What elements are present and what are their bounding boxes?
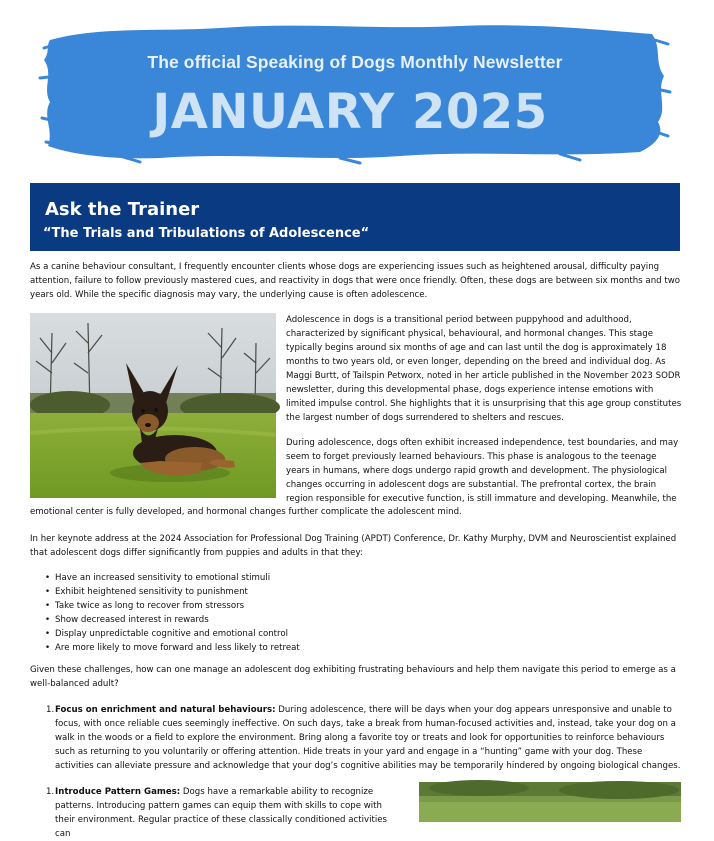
keynote-paragraph: In her keynote address at the 2024 Association for Professional Dog Training (APDT) Conference, Dr. Kathy Murphy, DVM and Neuroscientist explained that adolescent dogs differ significantly from puppies and adults in that they:	[30, 534, 677, 558]
banner-title: JANUARY 2025	[152, 84, 548, 140]
list-item: • Show decreased interest in rewards	[55, 613, 300, 627]
banner-subtitle: The official Speaking of Dogs Monthly Newsletter	[147, 52, 563, 72]
section-title: Ask the Trainer	[45, 199, 200, 220]
list-item: • Are more likely to move forward and less likely to retreat	[55, 641, 300, 655]
list-item-heading: Focus on enrichment and natural behaviours:	[55, 705, 276, 715]
list-number: 1.	[46, 705, 55, 715]
adolescent-traits-list	[55, 571, 300, 655]
adolescence-paragraph: Adolescence in dogs is a transitional period between puppyhood and adulthood, characterized by significant physical, behavioural, and hormonal changes. This stage typically begins around six months of age and can last until the dog is approximately 18 months to two years old, or even longer, depending on the breed and individual dog. As Maggi Burtt, of Tailspin Petworx, noted in her article published in the November 2023 SODR newsletter, during this developmental phase, dogs experience intense emotions with limited impulse control. She highlights that it is unsurprising that this age group constitutes the largest number of dogs surrendered to shelters and rescues.	[286, 315, 682, 423]
intro-paragraph: As a canine behaviour consultant, I frequently encounter clients whose dogs are experiencing issues such as heightened arousal, difficulty paying attention, failure to follow previously mastered cues, and reactivity in dogs that were once friendly. Often, these dogs are between six months and two years old. While the specific diagnosis may vary, the underlying cause is often adolescence.	[30, 262, 680, 300]
list-item: • Have an increased sensitivity to emotional stimuli	[55, 571, 300, 585]
list-item: • Display unpredictable cognitive and emotional control	[55, 627, 300, 641]
question-paragraph: Given these challenges, how can one manage an adolescent dog exhibiting frustrating behaviours and help them navigate this period to emerge as a well-balanced adult?	[30, 665, 676, 689]
list-item: • Take twice as long to recover from stressors	[55, 599, 300, 613]
list-item-heading: Introduce Pattern Games:	[55, 787, 181, 797]
yard-photo	[419, 782, 681, 822]
list-item-body: During adolescence, there will be days when your dog appears unresponsive and unable to focus, with once reliable cues seemingly ineffective. On such days, take a break from human-focused activities and, instead, take your dog on a walk in the woods or a field to explore the environment. Bring along a favorite toy or treats and look for opportunities to reinforce behaviours such as returning to you voluntarily or offering attention. Hide treats in your yard and engage in a “hunting” game with your dog. These activities can alleviate pressure and acknowledge that your dog’s cognitive abilities may be temporarily hindered by ongoing biological changes.	[55, 705, 681, 771]
list-item: • Exhibit heightened sensitivity to punishment	[55, 585, 300, 599]
section-subtitle: “The Trials and Tribulations of Adolescence“	[43, 226, 370, 241]
newsletter-banner	[40, 18, 670, 164]
independence-paragraph: During adolescence, dogs often exhibit increased independence, test boundaries, and may seem to forget previously learned behaviours. This phase is analogous to the teenage years in humans, where dogs undergo rapid growth and development. The physiological changes occurring in adolescent dogs are substantial. The prefrontal cortex, the brain region responsible for executive function, is still immature and developing. Meanwhile, the	[286, 438, 679, 504]
list-item-text	[55, 703, 681, 773]
puppy-photo	[30, 313, 276, 498]
ask-the-trainer-header	[30, 183, 680, 251]
list-item-body: Dogs have a remarkable ability to recognize patterns. Introducing pattern games can equip them with skills to cope with their environment. Regular practice of these classically conditioned activities can	[55, 787, 387, 839]
independence-paragraph-continued: emotional center is fully developed, and hormonal changes further complicate the adolescent mind.	[30, 507, 462, 517]
list-item-text	[55, 785, 401, 841]
article-body	[30, 260, 682, 302]
list-number: 1.	[46, 787, 55, 797]
